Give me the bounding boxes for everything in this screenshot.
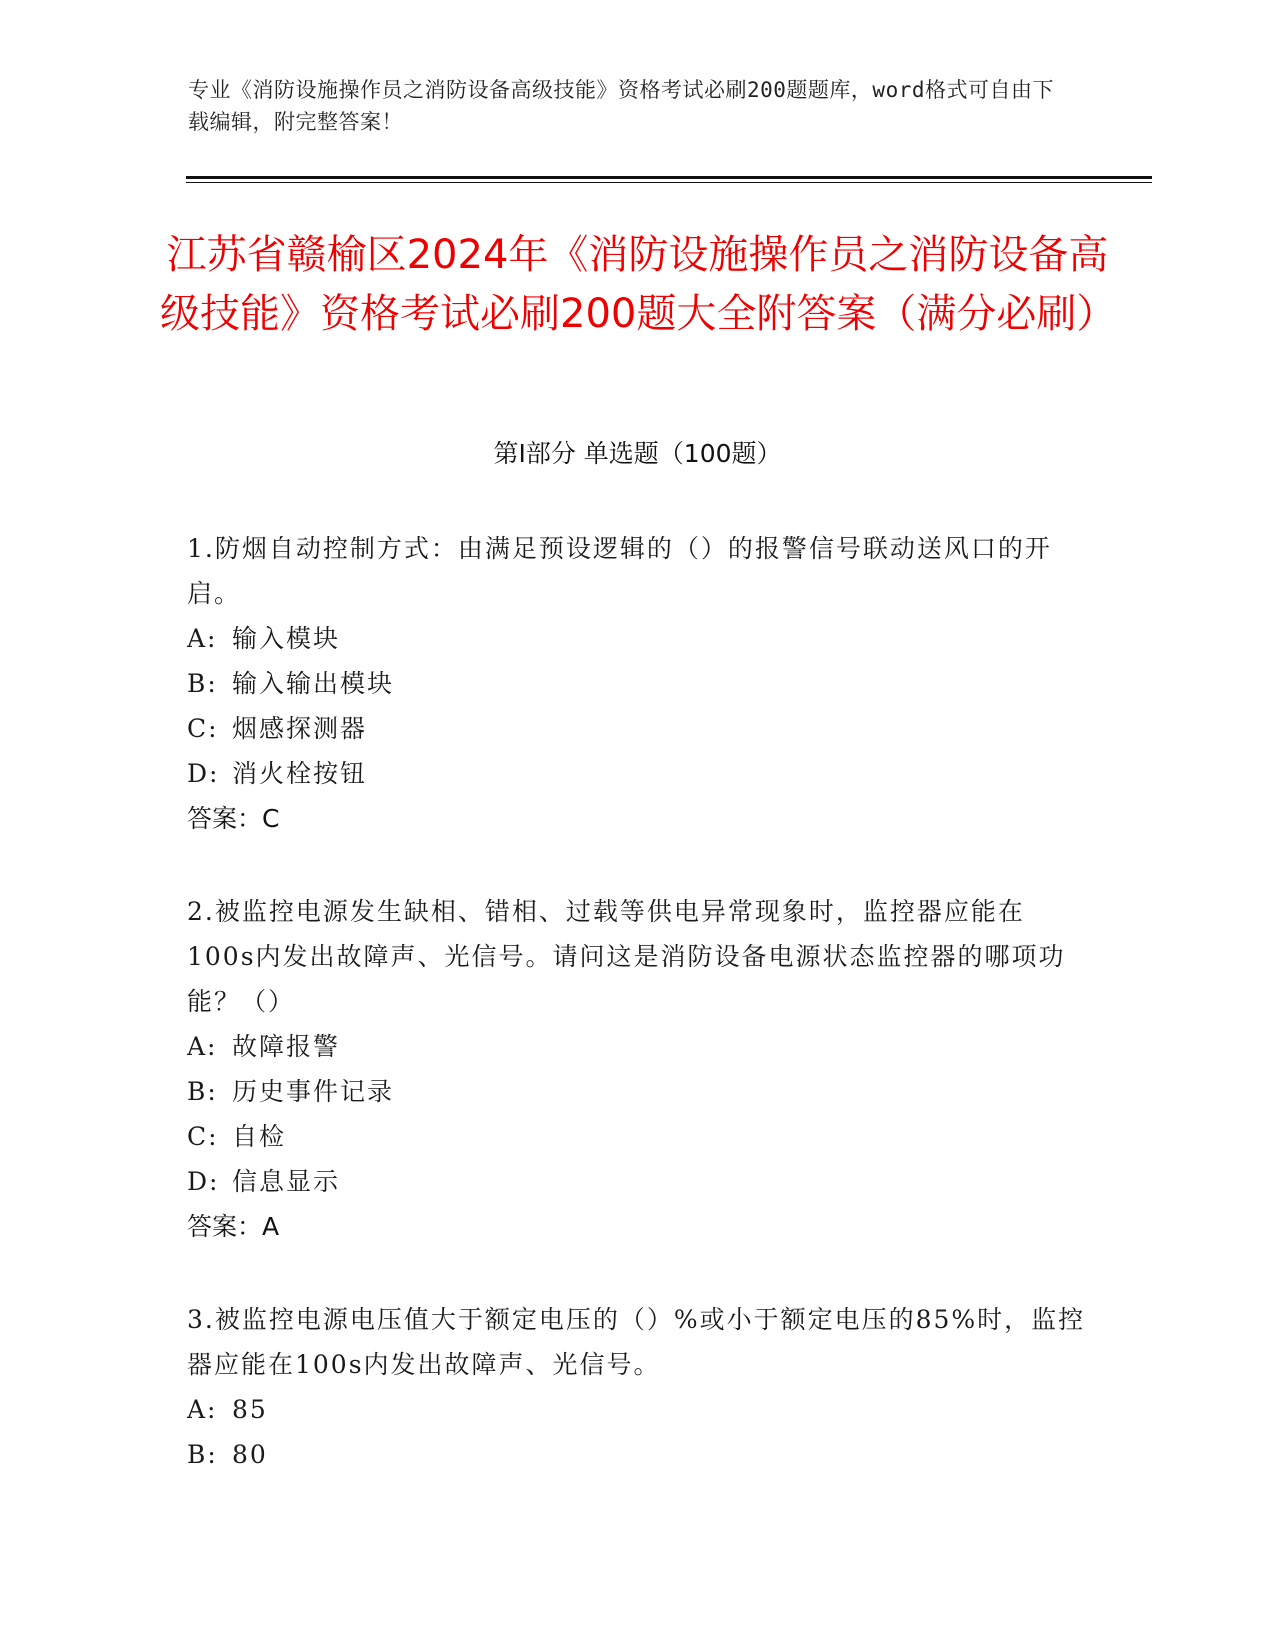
question-stem: 3.被监控电源电压值大于额定电压的（）%或小于额定电压的85%时，监控器应能在100s内发出故障声、光信号。	[187, 1305, 1086, 1379]
option-b	[187, 1432, 1087, 1477]
option-key: D:	[187, 1167, 220, 1196]
question-stem: 1.防烟自动控制方式：由满足预设逻辑的（）的报警信号联动送风口的开启。	[187, 534, 1052, 608]
option-d	[187, 1159, 1087, 1204]
option-b	[187, 1069, 1087, 1114]
answer: 答案：C	[187, 804, 280, 833]
header-divider-thin	[186, 182, 1152, 183]
question-2	[187, 889, 1087, 1249]
option-key: A:	[187, 1395, 218, 1424]
option-text: 80	[232, 1440, 268, 1469]
option-text: 85	[232, 1395, 268, 1424]
option-key: C:	[187, 714, 219, 743]
question-stem: 2.被监控电源发生缺相、错相、过载等供电异常现象时，监控器应能在100s内发出故障声、光信号。请问这是消防设备电源状态监控器的哪项功能？（）	[187, 897, 1066, 1016]
option-b	[187, 661, 1087, 706]
header-divider	[186, 176, 1152, 179]
option-a	[187, 1387, 1087, 1432]
option-text: 消火栓按钮	[232, 759, 368, 788]
question-1	[187, 526, 1087, 841]
document-title: 江苏省赣榆区2024年《消防设施操作员之消防设备高级技能》资格考试必刷200题大全附答案（满分必刷）	[160, 232, 1117, 337]
option-text: 烟感探测器	[232, 714, 368, 743]
option-key: C:	[187, 1122, 219, 1151]
option-key: D:	[187, 759, 220, 788]
answer: 答案：A	[187, 1212, 280, 1241]
option-text: 自检	[232, 1122, 287, 1151]
option-text: 历史事件记录	[232, 1077, 395, 1106]
option-text: 输入输出模块	[232, 669, 395, 698]
option-a	[187, 616, 1087, 661]
option-key: A:	[187, 1032, 218, 1061]
option-key: B:	[187, 1440, 218, 1469]
option-key: A:	[187, 624, 218, 653]
option-key: B:	[187, 669, 218, 698]
question-3	[187, 1297, 1087, 1477]
question-list	[187, 526, 1087, 1525]
option-text: 信息显示	[232, 1167, 341, 1196]
option-c	[187, 706, 1087, 751]
option-text: 输入模块	[232, 624, 341, 653]
option-key: B:	[187, 1077, 218, 1106]
option-a	[187, 1024, 1087, 1069]
section-title: 第I部分 单选题（100题）	[493, 439, 782, 468]
option-d	[187, 751, 1087, 796]
header-note: 专业《消防设施操作员之消防设备高级技能》资格考试必刷200题题库，word格式可自由下载编辑，附完整答案！	[188, 78, 1054, 134]
option-c	[187, 1114, 1087, 1159]
option-text: 故障报警	[232, 1032, 341, 1061]
